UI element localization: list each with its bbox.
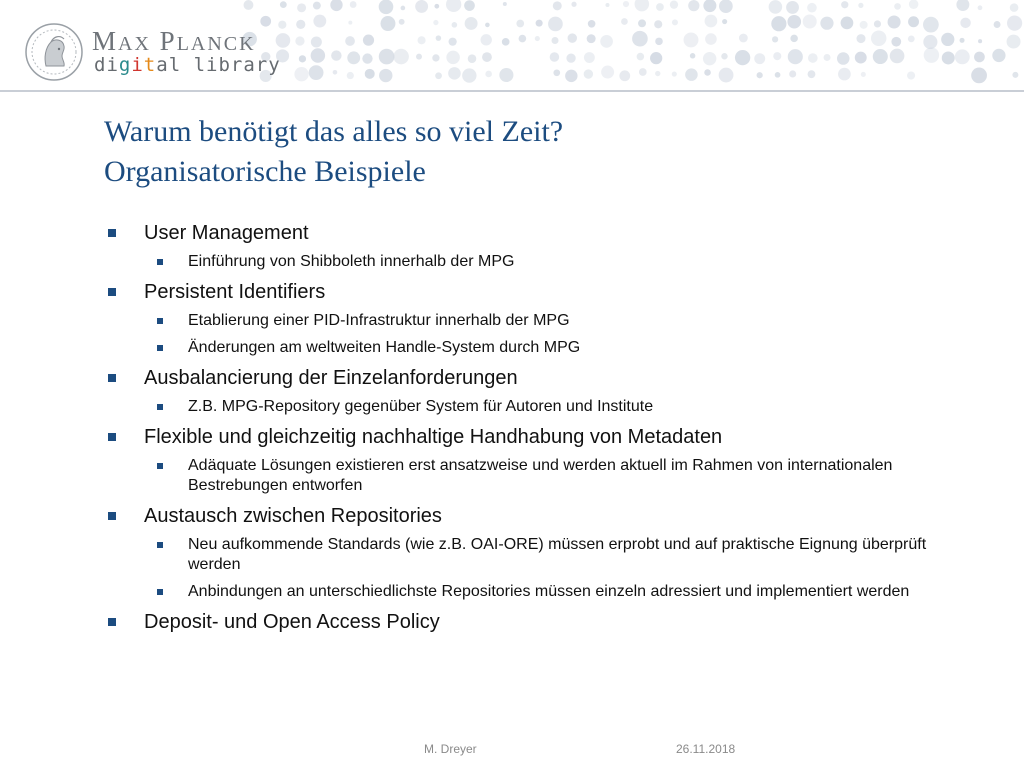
decorative-dot xyxy=(485,71,492,78)
sub-bullet-item xyxy=(104,311,964,331)
decorative-dot xyxy=(942,51,955,64)
square-bullet-icon xyxy=(108,374,116,382)
decorative-dot xyxy=(955,49,970,64)
decorative-dot xyxy=(803,14,817,28)
decorative-dot xyxy=(309,65,324,80)
decorative-dot xyxy=(690,53,695,58)
decorative-dot xyxy=(311,36,322,47)
decorative-dot xyxy=(1010,3,1019,12)
square-bullet-icon xyxy=(108,288,116,296)
decorative-dot xyxy=(418,36,426,44)
decorative-dot xyxy=(552,37,559,44)
decorative-dot xyxy=(313,2,321,10)
decorative-dot xyxy=(685,68,698,81)
decorative-dot xyxy=(393,49,409,65)
bullet-text: Neu aufkommende Standards (wie z.B. OAI-ORE) müssen erprobt und auf praktische Eignung überprüft werden xyxy=(188,536,927,573)
decorative-dot xyxy=(772,36,778,42)
decorative-dot xyxy=(790,35,798,43)
decorative-dot xyxy=(347,51,360,64)
decorative-dot xyxy=(924,47,939,62)
decorative-dot xyxy=(632,31,648,47)
decorative-dot xyxy=(584,69,593,78)
decorative-dot xyxy=(482,52,492,62)
decorative-dot xyxy=(363,35,374,46)
decorative-dot xyxy=(638,19,646,27)
decorative-dot xyxy=(449,38,457,46)
decorative-dot xyxy=(379,0,394,14)
square-bullet-icon xyxy=(157,404,163,410)
bullet-item xyxy=(104,365,964,391)
decorative-dot xyxy=(820,17,833,30)
decorative-dot xyxy=(888,16,901,29)
decorative-dot xyxy=(978,39,982,43)
decorative-dot xyxy=(434,4,439,9)
decorative-dot xyxy=(769,0,783,14)
decorative-dot xyxy=(637,53,645,61)
decorative-dot xyxy=(464,0,475,11)
sub-bullet-item xyxy=(104,252,964,272)
decorative-dot xyxy=(465,17,478,30)
decorative-dot xyxy=(548,17,563,32)
decorative-dot xyxy=(331,50,341,60)
decorative-dot xyxy=(672,19,678,25)
decorative-dot xyxy=(786,1,799,14)
decorative-dot xyxy=(874,20,881,27)
decorative-dot xyxy=(345,36,355,46)
square-bullet-icon xyxy=(157,463,163,469)
decorative-dot xyxy=(788,49,803,64)
footer-date: 26.11.2018 xyxy=(676,742,736,756)
decorative-dot xyxy=(433,20,438,25)
slide-title xyxy=(104,112,563,192)
decorative-dot xyxy=(971,68,987,84)
bullet-text: Adäquate Lösungen existieren erst ansatzweise und werden aktuell im Rahmen von internationalen Bestrebungen entworfen xyxy=(188,457,893,494)
decorative-dot xyxy=(446,51,459,64)
decorative-dot xyxy=(890,49,905,64)
square-bullet-icon xyxy=(157,318,163,324)
decorative-dot xyxy=(519,35,527,43)
decorative-dot xyxy=(635,0,650,11)
decorative-dot xyxy=(672,71,677,76)
square-bullet-icon xyxy=(108,229,116,237)
decorative-dot xyxy=(571,2,576,7)
bullet-text: Flexible und gleichzeitig nachhaltige Handhabung von Metadaten xyxy=(144,426,723,448)
decorative-dot xyxy=(787,15,801,29)
decorative-dot xyxy=(535,36,540,41)
slide-title-line-2: Organisatorische Beispiele xyxy=(104,155,426,188)
decorative-dot xyxy=(502,38,510,46)
decorative-dot xyxy=(260,16,271,27)
decorative-dot xyxy=(348,21,352,25)
bullet-text: Ausbalancierung der Einzelanforderungen xyxy=(144,367,518,389)
minerva-seal-icon xyxy=(24,22,84,82)
decorative-dot xyxy=(650,52,662,64)
square-bullet-icon xyxy=(108,618,116,626)
decorative-dot xyxy=(871,31,886,46)
decorative-dot xyxy=(588,20,596,28)
bullet-text: Änderungen am weltweiten Handle-System durch MPG xyxy=(188,339,581,356)
decorative-dot xyxy=(278,21,286,29)
decorative-dot xyxy=(448,67,461,80)
decorative-dot xyxy=(639,68,647,76)
decorative-dot xyxy=(568,33,577,42)
square-bullet-icon xyxy=(108,512,116,520)
square-bullet-icon xyxy=(108,433,116,441)
decorative-dot xyxy=(380,16,395,31)
decorative-dot xyxy=(721,53,727,59)
decorative-dot xyxy=(688,0,699,11)
sub-bullet-item xyxy=(104,456,964,496)
decorative-dot xyxy=(485,23,490,28)
max-planck-wordmark: MAX PLANCK xyxy=(92,26,256,56)
decorative-dot xyxy=(333,70,338,75)
decorative-dot xyxy=(704,69,711,76)
decorative-dot xyxy=(311,48,325,62)
decorative-dot xyxy=(587,34,596,43)
decorative-dot xyxy=(399,19,405,25)
decorative-dot xyxy=(1012,72,1018,78)
decorative-dot xyxy=(808,70,816,78)
decorative-dot xyxy=(553,69,560,76)
decorative-dot xyxy=(365,69,375,79)
decorative-dot xyxy=(908,35,915,42)
bullet-text: Z.B. MPG-Repository gegenüber System für Autoren und Institute xyxy=(188,398,654,415)
decorative-dot xyxy=(873,49,888,64)
decorative-dot xyxy=(941,33,954,46)
decorative-dot xyxy=(619,70,630,81)
slide-header xyxy=(0,0,1024,92)
square-bullet-icon xyxy=(157,259,163,265)
bullet-item xyxy=(104,424,964,450)
decorative-dot xyxy=(705,15,718,28)
decorative-dot xyxy=(436,35,442,41)
decorative-dot xyxy=(600,35,613,48)
decorative-dot xyxy=(468,54,477,63)
decorative-dot xyxy=(974,52,985,63)
decorative-dot xyxy=(860,21,868,29)
decorative-dot xyxy=(855,52,867,64)
decorative-dot xyxy=(703,52,716,65)
decorative-dot xyxy=(808,53,818,63)
decorative-dot xyxy=(655,71,660,76)
decorative-dot xyxy=(452,22,458,28)
decorative-dot xyxy=(415,0,428,13)
decorative-dot xyxy=(313,15,326,28)
decorative-dot xyxy=(923,17,939,33)
square-bullet-icon xyxy=(157,542,163,548)
bullet-text: Persistent Identifiers xyxy=(144,281,326,303)
decorative-dot xyxy=(891,37,901,47)
decorative-dot xyxy=(908,16,919,27)
sub-bullet-item xyxy=(104,338,964,358)
decorative-dot xyxy=(462,68,476,82)
bullet-item xyxy=(104,609,964,635)
decorative-dot xyxy=(960,18,970,28)
bullet-text: Austausch zwischen Repositories xyxy=(144,505,442,527)
decorative-dot xyxy=(297,3,306,12)
decorative-dot xyxy=(960,38,965,43)
decorative-dot xyxy=(856,34,865,43)
sub-bullet-item xyxy=(104,582,964,602)
decorative-dot xyxy=(362,53,372,63)
decorative-dot xyxy=(621,18,628,25)
decorative-dot xyxy=(841,1,848,8)
decorative-dot xyxy=(719,68,734,83)
decorative-dot xyxy=(295,36,304,45)
bullet-list xyxy=(104,220,964,641)
decorative-dot xyxy=(824,54,831,61)
decorative-dot xyxy=(481,34,492,45)
decorative-dot xyxy=(992,49,1005,62)
decorative-dot xyxy=(347,72,354,79)
decorative-dot xyxy=(838,68,851,81)
decorative-dot xyxy=(789,70,796,77)
decorative-dot xyxy=(994,21,1001,28)
decorative-dot xyxy=(350,1,357,8)
decorative-dot xyxy=(654,20,662,28)
decorative-dot xyxy=(735,50,750,65)
decorative-dot xyxy=(553,1,562,10)
footer-author: M. Dreyer xyxy=(424,742,477,756)
decorative-dot xyxy=(566,53,575,62)
decorative-dot xyxy=(276,33,291,48)
decorative-dot xyxy=(605,3,609,7)
decorative-dot xyxy=(775,72,781,78)
decorative-dot xyxy=(280,1,287,8)
bullet-item xyxy=(104,279,964,305)
decorative-dot xyxy=(432,54,439,61)
decorative-dot xyxy=(841,17,854,30)
bullet-text: Anbindungen an unterschiedlichste Repositories müssen einzeln adressiert und implementiert werden xyxy=(188,583,910,600)
slide-title-line-1: Warum benötigt das alles so viel Zeit? xyxy=(104,115,564,148)
header-divider xyxy=(0,90,1024,92)
sub-bullet-item xyxy=(104,397,964,417)
decorative-dot xyxy=(244,0,254,10)
decorative-dot xyxy=(601,66,614,79)
bullet-text: Etablierung einer PID-Infrastruktur innerhalb der MPG xyxy=(188,312,570,329)
decorative-dot xyxy=(773,52,781,60)
bullet-text: User Management xyxy=(144,222,309,244)
decorative-dot xyxy=(655,38,663,46)
decorative-dot xyxy=(565,70,577,82)
decorative-dot xyxy=(722,19,727,24)
decorative-dot xyxy=(754,53,765,64)
bullet-text: Einführung von Shibboleth innerhalb der MPG xyxy=(188,253,515,270)
decorative-dot xyxy=(516,20,524,28)
decorative-dot xyxy=(923,35,937,49)
decorative-dot xyxy=(909,0,919,9)
digital-library-wordmark: digital library xyxy=(94,54,281,76)
square-bullet-icon xyxy=(157,589,163,595)
decorative-dot xyxy=(837,52,850,65)
decorative-dot xyxy=(550,52,560,62)
decorative-dot xyxy=(294,67,308,81)
decorative-dot xyxy=(416,54,422,60)
decorative-dot xyxy=(861,72,866,77)
decorative-dot xyxy=(719,0,733,13)
sub-bullet-item xyxy=(104,535,964,575)
decorative-dot xyxy=(296,20,305,29)
decorative-dot xyxy=(978,5,983,10)
decorative-dot xyxy=(435,72,442,79)
decorative-dot xyxy=(956,0,969,11)
decorative-dot xyxy=(499,68,513,82)
decorative-dot xyxy=(379,49,395,65)
decorative-dot xyxy=(446,0,461,12)
decorative-dot xyxy=(670,1,678,9)
decorative-dot xyxy=(1007,35,1021,49)
decorative-dot xyxy=(757,72,763,78)
decorative-dot xyxy=(379,69,392,82)
decorative-dot xyxy=(858,3,863,8)
decorative-dot xyxy=(894,3,901,10)
decorative-dot xyxy=(299,55,306,62)
decorative-dot xyxy=(623,1,629,7)
decorative-dot xyxy=(536,20,543,27)
decorative-dot xyxy=(584,52,595,63)
bullet-item xyxy=(104,503,964,529)
decorative-dot xyxy=(703,0,716,12)
decorative-dot xyxy=(1007,16,1022,31)
bullet-item xyxy=(104,220,964,246)
decorative-dot xyxy=(656,3,664,11)
decorative-dot xyxy=(739,34,748,43)
decorative-dot xyxy=(705,33,717,45)
decorative-dot xyxy=(684,32,699,47)
decorative-dot xyxy=(330,0,342,11)
decorative-dot xyxy=(907,72,915,80)
decorative-dot xyxy=(771,16,786,31)
decorative-dot xyxy=(807,3,817,13)
square-bullet-icon xyxy=(157,345,163,351)
decorative-dot xyxy=(401,6,406,11)
bullet-text: Deposit- und Open Access Policy xyxy=(144,611,440,633)
decorative-dot xyxy=(503,2,507,6)
